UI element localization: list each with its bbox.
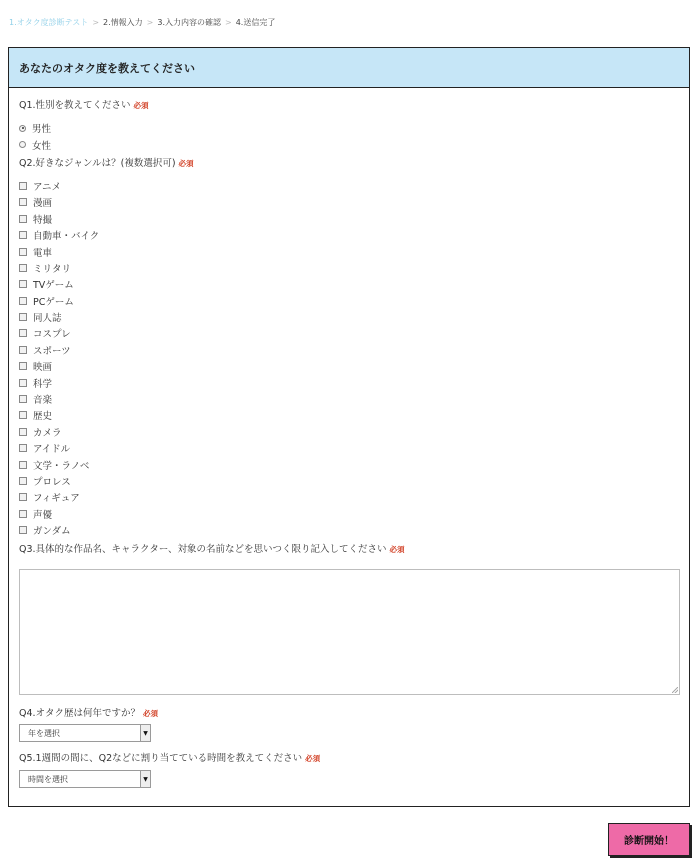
q2-option[interactable] [19,506,679,522]
q2-option-label: 科学 [33,378,53,390]
q5-hours-select[interactable] [19,770,151,788]
chevron-down-icon[interactable]: ▼ [140,771,150,787]
panel-title: あなたのオタク度を教えてください [19,61,195,75]
q2-option-label: 自動車・バイク [33,231,100,243]
q2-option-label: 映画 [33,362,53,374]
q2-option-label: ミリタリ [33,263,72,275]
breadcrumb-separator: > [146,18,154,27]
checkbox-icon[interactable] [19,215,27,223]
required-badge: 必須 [389,545,405,555]
q2-option[interactable] [19,358,679,374]
q2-option-label: カメラ [33,427,62,439]
q2-option-label: コスプレ [33,329,71,341]
q2-option[interactable] [19,391,679,407]
q3-label-text: Q3.具体的な作品名、キャラクター、対象の名前などを思いつく限り記入してください [19,544,387,556]
q1-label-text: Q1.性別を教えてください [19,100,131,111]
required-badge: 必須 [305,754,321,763]
checkbox-icon[interactable] [19,379,27,387]
breadcrumb-step-2: 2.情報入力 [103,18,143,27]
q1-options [19,120,679,153]
q2-option-label: PCゲーム [33,296,74,308]
q1-option-male[interactable] [19,120,679,136]
q1-option-female[interactable] [19,136,679,152]
checkbox-icon[interactable] [19,329,27,337]
q2-option[interactable] [19,194,679,210]
q2-option[interactable] [19,374,679,390]
required-badge: 必須 [178,158,194,168]
q2-option[interactable] [19,243,679,259]
checkbox-icon[interactable] [19,198,27,206]
q2-option[interactable] [19,489,679,505]
breadcrumb [9,17,275,28]
radio-checked-icon[interactable] [19,125,26,132]
q2-option-label: ガンダム [33,526,71,538]
q2-option-label: 歴史 [33,411,53,423]
q1-option-label: 男性 [32,124,52,136]
q5-label-text: Q5.1週間の間に、Q2などに割り当てている時間を教えてください [19,753,303,764]
start-diagnosis-button[interactable]: 診断開始！ [608,823,690,856]
breadcrumb-step-3: 3.入力内容の確認 [157,18,221,27]
q5-label [19,751,320,767]
q2-option-label: アニメ [33,181,62,193]
checkbox-icon[interactable] [19,428,27,436]
q2-option-label: プロレス [33,477,71,488]
q2-option[interactable] [19,456,679,472]
q2-option[interactable] [19,293,679,309]
q2-option-label: 電車 [33,247,53,259]
checkbox-icon[interactable] [19,264,27,272]
q2-option[interactable] [19,522,679,538]
q1-option-label: 女性 [32,140,52,152]
q2-option[interactable] [19,407,679,423]
q2-option-label: 文学・ラノベ [33,460,90,472]
q2-option[interactable] [19,178,679,194]
checkbox-icon[interactable] [19,248,27,256]
q2-option-label: アイドル [33,444,71,456]
q2-option[interactable] [19,424,679,440]
q3-label [19,542,679,558]
resize-grip-icon[interactable] [672,687,678,693]
checkbox-icon[interactable] [19,477,27,485]
checkbox-icon[interactable] [19,526,27,534]
q2-option[interactable] [19,440,679,456]
checkbox-icon[interactable] [19,280,27,288]
chevron-down-icon[interactable]: ▼ [140,725,150,741]
checkbox-icon[interactable] [19,362,27,370]
q2-label-text: Q2.好きなジャンルは？(複数選択可) [19,157,176,169]
q2-label [19,156,679,172]
checkbox-icon[interactable] [19,182,27,190]
checkbox-icon[interactable] [19,346,27,354]
checkbox-icon[interactable] [19,411,27,419]
q2-option[interactable] [19,309,679,325]
form-body [9,98,689,558]
checkbox-icon[interactable] [19,461,27,469]
q2-option[interactable] [19,276,679,292]
panel-header [9,48,689,88]
checkbox-icon[interactable] [19,297,27,305]
q2-option[interactable] [19,260,679,276]
breadcrumb-step-4: 4.送信完了 [235,18,276,27]
q2-option-label: 漫画 [33,198,53,210]
q2-option[interactable] [19,342,679,358]
q2-option-label: 声優 [33,509,53,521]
q2-option-label: スポーツ [33,345,71,357]
breadcrumb-separator: > [225,18,232,27]
q2-option[interactable] [19,473,679,489]
q4-label [19,706,158,722]
q2-option[interactable] [19,227,679,243]
required-badge: 必須 [143,709,159,718]
q2-option[interactable] [19,211,679,227]
radio-unchecked-icon[interactable] [19,141,26,148]
q2-option-label: TVゲーム [33,280,74,292]
breadcrumb-separator: > [92,18,100,27]
q3-textarea[interactable] [19,569,680,695]
q4-selected-value: 年を選択 [28,728,60,738]
q1-label [19,98,679,114]
q2-option-label: 同人誌 [33,313,62,325]
checkbox-icon[interactable] [19,231,27,239]
checkbox-icon[interactable] [19,510,27,518]
q2-option-label: 特撮 [33,214,53,226]
checkbox-icon[interactable] [19,493,27,501]
q2-option-label: 音楽 [33,395,53,407]
q2-option[interactable] [19,325,679,341]
required-badge: 必須 [133,101,149,110]
checkbox-icon[interactable] [19,395,27,403]
questionnaire-panel [8,47,690,807]
q2-option-label: フィギュア [33,493,80,505]
q5-selected-value: 時間を選択 [28,774,68,784]
q4-years-select[interactable] [19,724,151,742]
checkbox-icon[interactable] [19,444,27,452]
q2-options [19,178,679,539]
breadcrumb-step-1: 1.オタク度診断テスト [9,18,89,27]
checkbox-icon[interactable] [19,313,27,321]
q4-label-text: Q4.オタク歴は何年ですか？ [19,708,141,719]
